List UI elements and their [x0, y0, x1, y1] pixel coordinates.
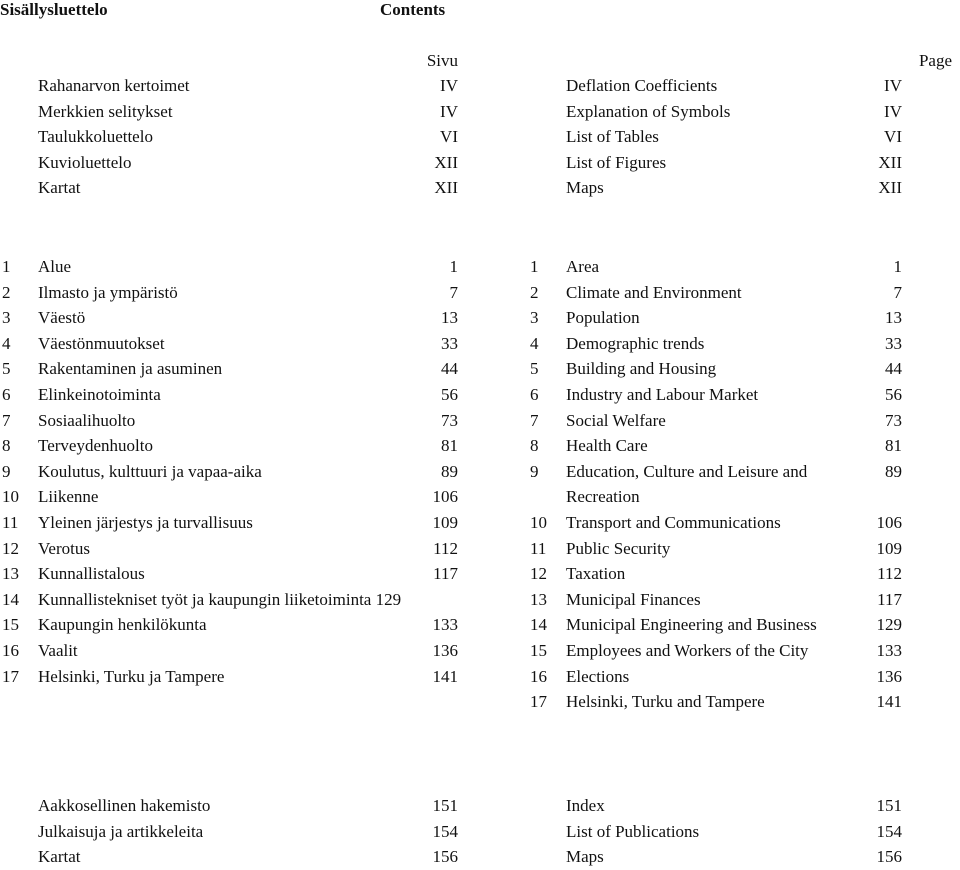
chapter-number: 6 — [530, 384, 539, 404]
toc-entry — [498, 305, 956, 331]
entry-title: Vaalit — [38, 640, 78, 660]
page-number: IV — [440, 76, 458, 95]
toc-entry — [498, 175, 956, 201]
chapter-number: 4 — [530, 333, 539, 353]
toc-entry — [0, 254, 462, 280]
entry-title: Municipal Finances — [566, 589, 701, 609]
entry-title: Aakkosellinen hakemisto — [38, 796, 211, 815]
page-number: XII — [434, 178, 458, 198]
page-number: 56 — [441, 384, 458, 404]
chapter-number: 12 — [530, 564, 547, 584]
entry-title: Kuvioluettelo — [38, 152, 132, 172]
entry-title: Kartat — [38, 847, 81, 867]
chapter-number: 2 — [530, 282, 539, 302]
chapter-number: 8 — [530, 436, 539, 456]
entry-title: Taulukkoluettelo — [38, 127, 153, 147]
page-number: 133 — [432, 615, 458, 635]
toc-entry — [498, 819, 956, 845]
entry-title: List of Tables — [566, 127, 659, 147]
page-number: 7 — [449, 282, 458, 302]
chapter-number: 9 — [530, 461, 539, 481]
entry-title: Väestönmuutokset — [38, 333, 165, 353]
page-number: 112 — [433, 538, 458, 558]
entry-title: Helsinki, Turku ja Tampere — [38, 666, 225, 686]
toc-entry — [0, 638, 462, 664]
chapter-number: 17 — [530, 692, 547, 712]
entry-title: Industry and Labour Market — [566, 384, 759, 404]
chapter-number: 5 — [2, 359, 11, 379]
english-chapters — [498, 254, 956, 715]
page-number: 129 — [876, 615, 902, 635]
toc-entry — [498, 536, 956, 562]
toc-entry — [498, 356, 956, 382]
toc-entry — [498, 587, 956, 613]
toc-entry — [498, 638, 956, 664]
entry-title: List of Figures — [566, 152, 667, 172]
entry-title: Kaupungin henkilökunta — [38, 615, 207, 635]
page-number: 44 — [885, 359, 902, 379]
page-number: 33 — [885, 333, 902, 353]
toc-entry — [0, 280, 462, 306]
toc-entry — [0, 175, 462, 201]
chapter-number: 11 — [2, 512, 19, 532]
page-number: 13 — [441, 308, 458, 328]
page-number: 33 — [441, 333, 458, 353]
chapter-number: 8 — [2, 436, 11, 456]
entry-title: Deflation Coefficients — [566, 76, 718, 95]
page-number: 56 — [885, 384, 902, 404]
page-number: 1 — [893, 257, 902, 276]
chapter-number: 2 — [2, 282, 11, 302]
page-number: VI — [440, 127, 458, 147]
entry-title: Verotus — [38, 538, 90, 558]
chapter-number: 15 — [530, 640, 547, 660]
page-number: 109 — [876, 538, 902, 558]
finnish-chapters — [0, 254, 462, 689]
chapter-number: 13 — [530, 589, 547, 609]
chapter-number: 10 — [530, 512, 547, 532]
toc-entry — [0, 356, 462, 382]
toc-entry — [0, 793, 462, 819]
entry-title: Sosiaalihuolto — [38, 410, 136, 430]
chapter-number: 1 — [530, 257, 539, 276]
page-number: 109 — [432, 512, 458, 532]
entry-title: Public Security — [566, 538, 671, 558]
page-number: IV — [884, 76, 902, 95]
page-number: 106 — [876, 512, 902, 532]
entry-title: Population — [566, 308, 640, 328]
chapter-number: 15 — [2, 615, 19, 635]
page-number: 81 — [441, 436, 458, 456]
toc-entry — [498, 664, 956, 690]
page-number: IV — [440, 101, 458, 121]
page-number: 154 — [432, 821, 458, 841]
entry-title: Terveydenhuolto — [38, 436, 153, 456]
toc-entry — [0, 510, 462, 536]
chapter-number: 6 — [2, 384, 11, 404]
page-number: 106 — [432, 487, 458, 507]
page-number: 136 — [876, 666, 902, 686]
toc-entry — [498, 254, 956, 280]
page-number: 133 — [876, 640, 902, 660]
toc-entry — [498, 124, 956, 150]
chapter-number: 4 — [2, 333, 11, 353]
toc-entry — [0, 561, 462, 587]
chapter-number: 1 — [2, 257, 11, 276]
entry-title: Elections — [566, 666, 630, 686]
english-page-header: Page — [918, 51, 952, 70]
page-number: 89 — [885, 461, 902, 481]
toc-entry — [0, 331, 462, 357]
toc-entry — [0, 124, 462, 150]
chapter-number: 3 — [530, 308, 539, 328]
toc-entry — [498, 150, 956, 176]
page-number: 7 — [893, 282, 902, 302]
toc-entry — [498, 459, 956, 510]
page-number: IV — [884, 101, 902, 121]
entry-title: Maps — [566, 178, 604, 198]
english-title: Contents — [380, 0, 446, 19]
chapter-number: 11 — [530, 538, 547, 558]
entry-title: Liikenne — [38, 487, 99, 507]
toc-entry — [0, 664, 462, 690]
page-number: 141 — [876, 692, 902, 712]
chapter-number: 3 — [2, 308, 11, 328]
toc-entry — [498, 280, 956, 306]
page-number: 117 — [877, 589, 902, 609]
entry-title: Social Welfare — [566, 410, 666, 430]
toc-entry — [498, 689, 956, 715]
entry-title: Koulutus, kulttuuri ja vapaa-aika — [38, 461, 262, 481]
toc-entry — [0, 819, 462, 845]
entry-title: Demographic trends — [566, 333, 705, 353]
page-number: 13 — [885, 308, 902, 328]
chapter-number: 13 — [2, 564, 19, 584]
toc-entry — [0, 484, 462, 510]
page-number: 44 — [441, 359, 458, 379]
entry-title: Area — [566, 257, 600, 276]
entry-title: Employees and Workers of the City — [566, 640, 809, 660]
entry-title: Elinkeinotoiminta — [38, 384, 161, 404]
toc-entry — [0, 612, 462, 638]
toc-entry — [0, 73, 462, 99]
chapter-number: 17 — [2, 666, 19, 686]
page-number: 117 — [433, 564, 458, 584]
entry-title: Merkkien selitykset — [38, 101, 173, 121]
toc-entry — [498, 382, 956, 408]
page-number: 154 — [876, 821, 902, 841]
finnish-back-matter — [0, 793, 462, 870]
entry-title: Maps — [566, 847, 604, 867]
chapter-number: 7 — [530, 410, 539, 430]
toc-entry — [498, 844, 956, 870]
page-number: 156 — [876, 847, 902, 867]
entry-title: Building and Housing — [566, 359, 717, 379]
toc-entry — [0, 844, 462, 870]
entry-title: Rakentaminen ja asuminen — [38, 359, 223, 379]
chapter-number: 9 — [2, 461, 11, 481]
chapter-number: 16 — [2, 640, 19, 660]
entry-title: Explanation of Symbols — [566, 101, 731, 121]
toc-entry — [498, 433, 956, 459]
toc-entry — [498, 793, 956, 819]
entry-title: Yleinen järjestys ja turvallisuus — [38, 512, 253, 532]
entry-title: Index — [566, 796, 605, 815]
page-number: 151 — [876, 796, 902, 815]
page-number: 73 — [885, 410, 902, 430]
toc-entry — [0, 305, 462, 331]
entry-title: Education, Culture and Leisure and Recreation — [566, 461, 808, 507]
entry-title: Väestö — [38, 308, 86, 328]
chapter-number: 16 — [530, 666, 547, 686]
page-number: 151 — [432, 796, 458, 815]
toc-entry — [0, 536, 462, 562]
english-front-matter — [498, 73, 956, 201]
page-number: 89 — [441, 461, 458, 481]
toc-entry — [498, 73, 956, 99]
toc-entry — [498, 561, 956, 587]
english-back-matter — [498, 793, 956, 870]
toc-entry — [0, 408, 462, 434]
entry-title: Ilmasto ja ympäristö — [38, 282, 178, 302]
entry-title: Julkaisuja ja artikkeleita — [38, 821, 204, 841]
page-number: 141 — [432, 666, 458, 686]
entry-title: Rahanarvon kertoimet — [38, 76, 190, 95]
toc-entry — [0, 587, 462, 613]
chapter-number: 10 — [2, 487, 19, 507]
page-number: 73 — [441, 410, 458, 430]
page-number: XII — [878, 178, 902, 198]
entry-title: List of Publications — [566, 821, 700, 841]
finnish-front-matter — [0, 73, 462, 201]
chapter-number: 14 — [2, 589, 19, 609]
entry-title: Kartat — [38, 178, 81, 198]
toc-entry — [498, 99, 956, 125]
chapter-number: 14 — [530, 615, 547, 635]
finnish-title: Sisällysluettelo — [0, 0, 108, 19]
page-number: 1 — [449, 257, 458, 276]
entry-title: Kunnallistalous — [38, 564, 145, 584]
toc-entry — [0, 433, 462, 459]
toc-entry — [0, 382, 462, 408]
chapter-number: 7 — [2, 410, 11, 430]
entry-title: Helsinki, Turku and Tampere — [566, 692, 765, 712]
entry-title: Alue — [38, 257, 72, 276]
page-number: XII — [878, 152, 902, 172]
toc-entry — [0, 150, 462, 176]
toc-entry — [498, 331, 956, 357]
entry-title: Climate and Environment — [566, 282, 742, 302]
page-number: 156 — [432, 847, 458, 867]
entry-title: Health Care — [566, 436, 648, 456]
page-number: 136 — [432, 640, 458, 660]
entry-title: Municipal Engineering and Business — [566, 615, 817, 635]
entry-title: Taxation — [566, 564, 626, 584]
page-number: VI — [884, 127, 902, 147]
toc-entry — [498, 510, 956, 536]
toc-entry — [0, 459, 462, 485]
toc-entry — [498, 612, 956, 638]
toc-entry — [0, 99, 462, 125]
page-number: 81 — [885, 436, 902, 456]
page-number: XII — [434, 152, 458, 172]
finnish-page-header: Sivu — [426, 51, 458, 70]
toc-entry — [498, 408, 956, 434]
entry-title: Transport and Communications — [566, 512, 781, 532]
page-number: 112 — [877, 564, 902, 584]
entry-title: Kunnallistekniset työt ja kaupungin liiketoiminta 129 — [38, 589, 402, 609]
chapter-number: 5 — [530, 359, 539, 379]
chapter-number: 12 — [2, 538, 19, 558]
